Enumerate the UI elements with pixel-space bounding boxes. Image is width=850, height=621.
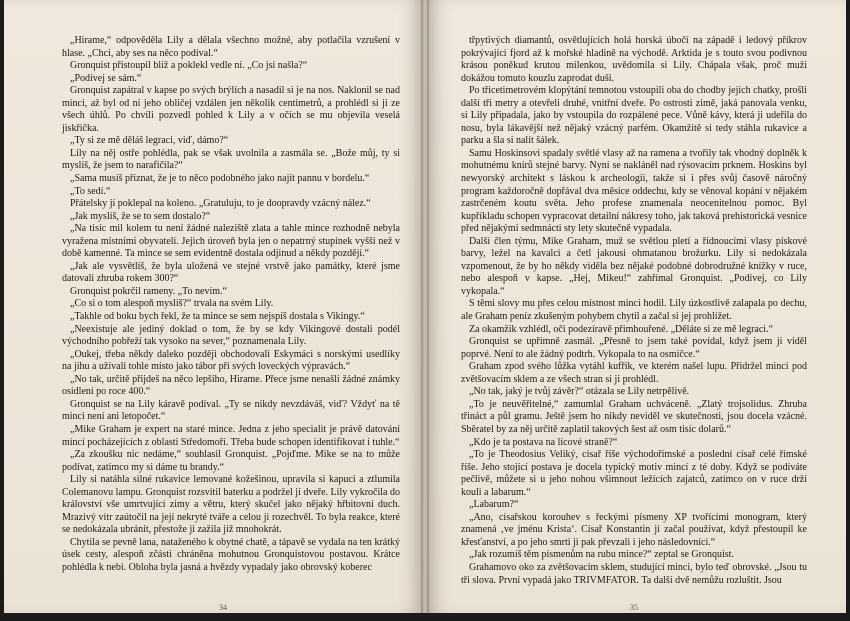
right-page <box>425 0 846 613</box>
paragraph: Chytila se pevně lana, nataženého k obytné chatě, a tápavě se vydala na ten krátký úsek cesty, alespoň zčásti chráněna mohutnou Gronquistovou postavou. Krátce pohlédla k nebi. Obloha byla jasná a hvězdy vypadaly jako obrovský koberec <box>62 536 400 573</box>
paragraph: „Kdo je ta postava na lícové straně?“ <box>469 436 618 448</box>
paragraph: „Ty si ze mě děláš legraci, viď, dámo?“ <box>70 135 229 147</box>
paragraph: „To je Theodosius Veliký, císař říše východořímské a poslední císař celé římské říše. Jeho stojící postava je docela typický motiv mincí z té doby. Když se podíváte pečlivě, můžete si u jeho nohou všimnout ležících zajatců, zatímco on v ruce drží kouli a labarum.“ <box>461 449 807 498</box>
paragraph: „Podívej se sám.“ <box>70 72 142 84</box>
paragraph: Gronquist pokrčil rameny. „To nevím.“ <box>70 285 227 297</box>
paragraph: Gronquist se na Lily káravě podíval. „Ty se nikdy nevzdáváš, viď? Vždyť na tě minci není ani letopočet.“ <box>62 398 400 423</box>
paragraph: Lily si natáhla silné rukavice lemované kožešinou, upravila si kapuci a ztlumila Colemanovu lampu. Gronquist rozsvítil baterku a podržel jí dveře. Lily vykročila do království vše umrtvující zimy a větru, který skučel jako nějaký hřbitovní duch. Mrazivý vítr zaútočil na její nekryté tváře a celou ji rozechvěl. To byla reakce, které se nedokázala ubránit, přestože ji zažila již mnohokrát. <box>62 474 400 536</box>
paragraph: „Oukej, třeba někdy daleko později obchodovali Eskymáci s norskými usedlíky na jihu a užívali tohle místo jako tábor při svých loveckých výpravách.“ <box>62 348 400 373</box>
paragraph: třpytivých diamantů, osvětlujících holá horská úbočí na západě i ledový příkrov pokrývající fjord až k mořské hladině na východě. Arktida je s touto svou podivnou krásou poněkud krutou milenkou, uvědomila si Lily. Chápala však, proč muži dokážou tomuto kouzlu zaprodat duši. <box>461 35 807 84</box>
paragraph: Lily na něj ostře pohlédla, pak se však uvolnila a zasmála se. „Bože můj, ty si myslíš, že jsem to narafičila?“ <box>62 147 400 172</box>
paragraph: „To je neuvěřitelné,“ zamumlal Graham uchváceně. „Zlatý trojsolidus. Zhruba třináct a půl gramu. Ještě jsem ho nikdy neviděl ve skutečnosti, jsou docela vzácné. Sběratel by za něj určitě zaplatil takových šest až osm tisíc dolarů.“ <box>461 398 807 435</box>
left-page-number: 34 <box>219 603 227 612</box>
paragraph: Gronquist zapátral v kapse po svých brýlích a nasadil si je na nos. Naklonil se nad minci, až byl od ní jeho obličej vzdálen jen několik centimetrů, a prohlédl si ji ze všech úhlů. Po chvíli pozvedl pohled k Lily a v očích se mu objevila veselá jiskřička. <box>62 85 400 134</box>
book-spread <box>4 0 846 613</box>
paragraph: „To sedí.“ <box>70 185 111 197</box>
paragraph: Samu Hoskinsovi spadaly světlé vlasy až na ramena a tvořily tak vhodný doplněk k mohutnému knírů stejné barvy. Nyní se nakláněl nad rýsovacím prknem. Hoskins byl newyorský architekt s láskou k archeologii, takže si i přes svůj časově náročný program každoročně dopřával dva měsíce oddechu, kdy se věnoval kopání v nějakém zastrčeném koutu světa. Jeho profese znamenala neocenitelnou pomoc. Byl kupříkladu schopen vypracovat detailní nákresy toho, jak taková prehistorická vesnice před nějakými sedmnácti sty lety skutečně vypadala. <box>461 147 807 235</box>
paragraph: „Takhle od boku bych řekl, že ta mince se sem nejspíš dostala s Vikingy.“ <box>70 311 365 323</box>
left-page-text <box>62 35 400 575</box>
paragraph: „Mike Graham je expert na staré mince. Jedna z jeho specialit je právě datování mincí pocházejících z oblasti Středomoří. Třeba bude schopen identifikovat i tuhle.“ <box>62 423 400 448</box>
paragraph: Grahamovo oko za zvětšovacím sklem, studující minci, bylo teď obrovské. „Jsou tu tři slova. První vypadá jako TRIVMFATOR. Ta další dvě nemůžu rozluštit. Jsou <box>461 561 807 586</box>
paragraph: „Hirame,“ odpověděla Lily a dělala všechno možné, aby potlačila vzrušení v hlase. „Chci, aby ses na něco podíval.“ <box>62 35 400 59</box>
paragraph: „Jak rozumíš těm písmenům na rubu mince?“ zeptal se Gronquist. <box>469 549 734 561</box>
paragraph: „Labarum?“ <box>469 499 519 511</box>
paragraph: „No tak, jaký je tvůj závěr?“ otázala se Lily netrpělivě. <box>469 386 690 398</box>
paragraph: „Neexistuje ale jediný doklad o tom, že by se kdy Vikingové dostali podél východního pobřeží tak vysoko na sever,“ poznamenala Lily. <box>62 323 400 348</box>
paragraph: S těmi slovy mu přes celou místnost minci hodil. Lily úzkostlivě zalapala po dechu, ale Graham peníz zkušeným pohybem chytil a začal si jej prohlížet. <box>461 298 807 323</box>
paragraph: „Za zkoušku nic nedáme,“ souhlasil Gronquist. „Pojďme. Mike se na to může podívat, zatímco my si dáme tu brandy.“ <box>62 449 400 473</box>
right-page-number: 35 <box>630 603 638 612</box>
paragraph: Po třicetimetrovém klopýtání temnotou vstoupili oba do chodby jejich chatky, prošli další tři metry a otevřeli druhé, vnitřní dveře. Po ostrosti zimě, jaká panovala venku, si Lily připadala, jako by vstoupila do rozpálené pece. Vůně kávy, která ji udeřila do nosu, byla lákavější než nějaký vzácný parfém. Okamžitě si tedy stáhla rukavice a parku a šla si nalít šálek. <box>461 85 807 147</box>
paragraph: „Sama musíš přiznat, že je to něco podobného jako najít pannu v bordelu.“ <box>70 173 370 185</box>
paragraph: „Na tisíc mil kolem tu není žádné naleziště zlata a tahle mince rozhodně nebyla vyražena místními obyvateli. Jejich úroveň byla jen o nepatrný stupínek vyšší než v době kamenné. Ta mince se sem evidentně dostala odjinud a někdy později.“ <box>62 223 400 260</box>
paragraph: Další člen týmu, Mike Graham, muž se světlou pletí a řídnoucími vlasy pískové barvy, ležel na kavalci a četl jakousi ohmatanou brožurku. Lily si nedokázala vzpomenout, že by ho někdy viděla bez nějaké podobné dobrodružné knížky v ruce, nebo alespoň v kapse. „Hej, Mikeu!“ zahřímal Gronquist. „Podívej, co Lily vykopala.“ <box>461 235 807 297</box>
paragraph: „Ano, císařskou korouhev s řeckými písmeny XP tvořícími monogram, který znamená ‚ve jménu Krista‘. Císař Konstantin jí začal používat, když přestoupil ke křesťanství, a po jeho smrti ji pak převzali i jeho následovníci.“ <box>461 511 807 548</box>
paragraph: „Jak ale vysvětlíš, že byla uložená ve stejné vrstvě jako památky, které jsme datovali zhruba rokem 300?“ <box>62 260 400 285</box>
paragraph: Za okamžik vzhlédl, oči podezíravě přimhouřené. „Děláte si ze mě legraci.“ <box>469 323 774 335</box>
paragraph: „No tak, určitě přijdeš na něco lepšího, Hirame. Přece jsme nenašli žádné známky osídlení po roce 400.“ <box>62 373 400 398</box>
paragraph: Gronquist se upřímně zasmál. „Přesně to jsem také povídal, když jsem ji viděl poprvé. Není to ale žádný podtrh. Vykopala to na osmičce.“ <box>461 336 807 360</box>
paragraph: Graham zpod svého lůžka vytáhl kufřík, ve kterém našel lupu. Přidržel minci pod zvětšovacím sklem a ze všech stran si ji prohlédl. <box>461 361 807 385</box>
paragraph: „Co si o tom alespoň myslíš?“ trvala na svém Lily. <box>70 298 274 310</box>
paragraph: Přátelsky jí poklepal na koleno. „Gratuluju, to je doopravdy vzácný nález.“ <box>70 198 371 210</box>
right-page-text <box>461 35 807 587</box>
paragraph: Gronquist přistoupil blíž a poklekl vedle ní. „Co jsi našla?“ <box>70 60 308 72</box>
book-gutter <box>421 0 429 613</box>
paragraph: „Jak myslíš, že se to sem dostalo?“ <box>70 210 211 222</box>
left-page <box>4 0 425 613</box>
